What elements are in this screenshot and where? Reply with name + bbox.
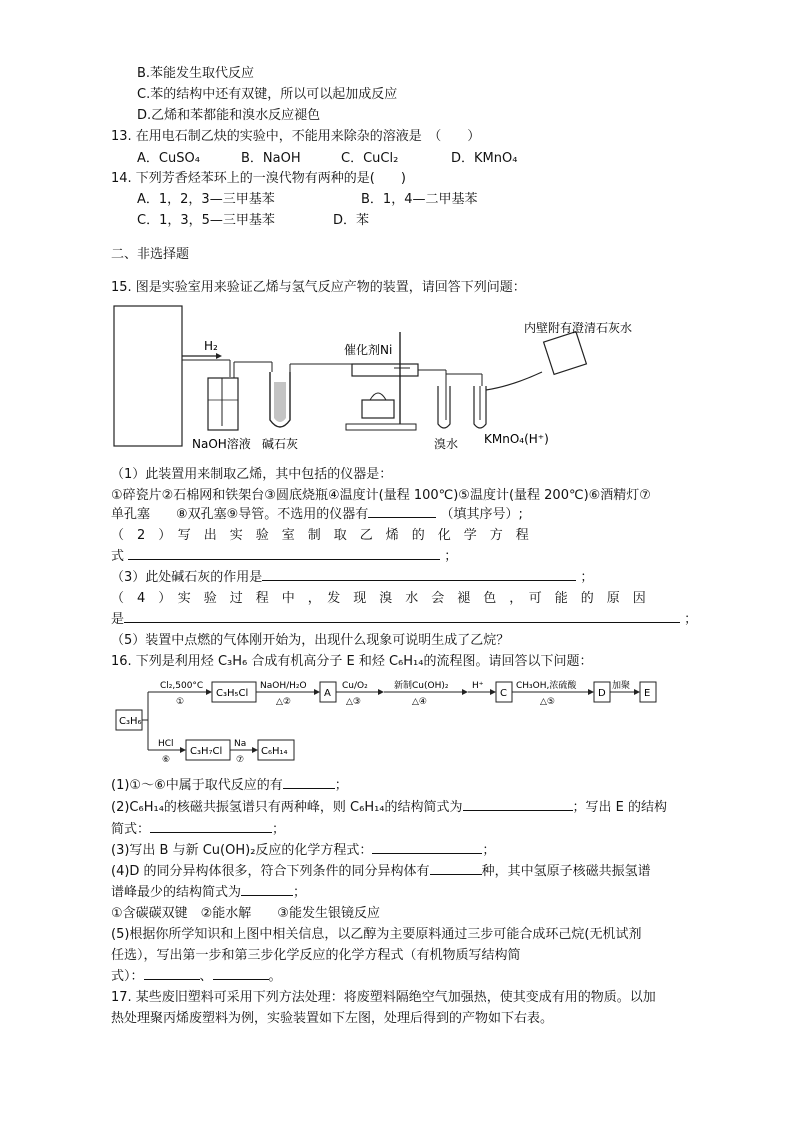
q15-part2-cont bbox=[111, 545, 457, 564]
q16-a2-text: (2)C₆H₁₄的核磁共振氢谱只有两种峰，则 C₆H₁₄的结构简式为 bbox=[111, 800, 463, 815]
q16-conditions: ①含碳碳双键 ②能水解 ③能发生银镜反应 bbox=[111, 906, 380, 921]
q16-answer-3 bbox=[111, 839, 495, 858]
q16-blank-5[interactable] bbox=[430, 861, 482, 875]
q15-instrument-list-end: （填其序号）; bbox=[440, 507, 523, 522]
q13-option-d: D．KMnO₄ bbox=[451, 151, 518, 166]
q16-answer-2-cont bbox=[111, 818, 285, 837]
q14-stem: 14. 下列芳香烃苯环上的一溴代物有两种的是( ) bbox=[111, 171, 406, 186]
q12-option-c: C.苯的结构中还有双键，所以可以起加成反应 bbox=[137, 87, 398, 102]
q15-answer-blank-3[interactable] bbox=[262, 567, 576, 581]
step-7: ⑦ bbox=[236, 755, 245, 765]
step-1: ① bbox=[176, 697, 185, 707]
node-c3h6: C₃H₆ bbox=[119, 716, 142, 727]
q14-option-d: D．苯 bbox=[333, 213, 370, 228]
q16-a4-text: (4)D 的同分异构体很多，符合下列条件的同分异构体有 bbox=[111, 864, 430, 879]
q16-a2-end: ； bbox=[272, 822, 286, 837]
node-c3h7cl: C₃H₇Cl bbox=[190, 746, 223, 757]
q15-part4-cont bbox=[111, 608, 697, 627]
node-d: D bbox=[598, 688, 606, 699]
q16-blank-7[interactable] bbox=[144, 966, 200, 980]
q15-answer-blank-2[interactable] bbox=[128, 546, 440, 560]
q16-a3-end: ； bbox=[482, 843, 496, 858]
q16-a2b-text: 简式： bbox=[111, 822, 151, 837]
q15-part3-text: （3）此处碱石灰的作用是 bbox=[111, 570, 263, 585]
q15-part3-end: ； bbox=[580, 570, 594, 585]
cond-hcl: HCl bbox=[158, 739, 174, 749]
q13-option-c: C．CuCl₂ bbox=[341, 151, 399, 166]
q15-instrument-list-cont bbox=[111, 503, 523, 522]
node-a: A bbox=[324, 688, 331, 699]
cond-h-plus: H⁺ bbox=[472, 681, 484, 691]
q14-option-b: B．1，4—二甲基苯 bbox=[361, 192, 478, 207]
apparatus-figure bbox=[112, 302, 672, 456]
cond-na: Na bbox=[234, 739, 247, 749]
q16-blank-6[interactable] bbox=[241, 882, 293, 896]
q16-a5-sep: 、 bbox=[199, 969, 213, 984]
q15-answer-blank-4[interactable] bbox=[124, 609, 680, 623]
cond-cuoh2: 新制Cu(OH)₂ bbox=[394, 681, 449, 691]
q16-blank-2[interactable] bbox=[463, 797, 573, 811]
q16-answer-5-cont: 任选），写出第一步和第三步化学反应的化学方程式（有机物质写结构简 bbox=[111, 948, 521, 963]
q16-a4-mid: 种，其中氢原子核磁共振氢谱 bbox=[481, 864, 651, 879]
q16-answer-5-end bbox=[111, 965, 282, 984]
q13-stem: 13. 在用电石制乙炔的实验中，不能用来除杂的溶液是 （ ） bbox=[111, 129, 481, 144]
section-heading: 二、非选择题 bbox=[111, 247, 190, 262]
step-5: △⑤ bbox=[540, 697, 555, 707]
q13-option-a: A．CuSO₄ bbox=[137, 151, 200, 166]
q16-a4-end: ； bbox=[293, 885, 307, 900]
q15-part2: （ 2 ） 写 出 实 验 室 制 取 乙 烯 的 化 学 方 程 bbox=[111, 528, 529, 543]
q16-answer-1 bbox=[111, 774, 348, 793]
node-c6h14: C₆H₁₄ bbox=[261, 746, 288, 757]
q15-part2-prefix: 式 bbox=[111, 549, 125, 564]
q16-stem: 16. 下列是利用烃 C₃H₆ 合成有机高分子 E 和烃 C₆H₁₄的流程图。请回答以下问题： bbox=[111, 654, 593, 669]
q15-part2-end: ； bbox=[444, 549, 458, 564]
cond-cu-o2: Cu/O₂ bbox=[342, 681, 368, 691]
q16-a1-end: ； bbox=[334, 778, 348, 793]
q14-option-c: C．1，3，5—三甲基苯 bbox=[137, 213, 275, 228]
q16-a5-end: 。 bbox=[268, 969, 282, 984]
step-6: ⑥ bbox=[162, 755, 171, 765]
q15-part3 bbox=[111, 566, 593, 585]
q13-option-b: B．NaOH bbox=[241, 151, 301, 166]
q15-stem: 15. 图是实验室用来验证乙烯与氢气反应产物的装置，请回答下列问题： bbox=[111, 280, 526, 295]
q16-a5c-text: 式）： bbox=[111, 969, 144, 984]
label-naoh: NaOH溶液 bbox=[192, 437, 251, 451]
q16-blank-4[interactable] bbox=[372, 840, 482, 854]
q16-a1-text: (1)①～⑥中属于取代反应的有 bbox=[111, 778, 283, 793]
step-2: △② bbox=[276, 697, 291, 707]
q16-a2-mid: ；写出 E 的结构 bbox=[572, 800, 668, 815]
q14-option-a: A．1，2，3—三甲基苯 bbox=[137, 192, 275, 207]
q17-stem: 17. 某些废旧塑料可采用下列方法处理：将废塑料隔绝空气加强热，使其变成有用的物质。以加 bbox=[111, 990, 656, 1005]
cond-ch3oh: CH₃OH,浓硫酸 bbox=[516, 681, 577, 691]
q15-instrument-list: ①碎瓷片②石棉网和铁架台③圆底烧瓶④温度计(量程 100℃)⑤温度计(量程 200℃)⑥酒精灯⑦ bbox=[111, 488, 651, 503]
q12-option-d: D.乙烯和苯都能和溴水反应褪色 bbox=[137, 108, 321, 123]
q15-instrument-list-text: 单孔塞 ⑧双孔塞⑨导管。不选用的仪器有 bbox=[111, 507, 369, 522]
q16-answer-4-cont bbox=[111, 881, 306, 900]
q17-stem-cont: 热处理聚丙烯废塑料为例，实验装置如下左图，处理后得到的产物如下右表。 bbox=[111, 1011, 554, 1026]
q15-part1: （1）此装置用来制取乙烯，其中包括的仪器是： bbox=[111, 467, 393, 482]
q16-blank-1[interactable] bbox=[283, 775, 335, 789]
step-4: △④ bbox=[412, 697, 427, 707]
q16-a4b-text: 谱峰最少的结构简式为 bbox=[111, 885, 242, 900]
node-c3h5cl: C₃H₅Cl bbox=[216, 688, 249, 699]
node-c: C bbox=[500, 688, 507, 699]
label-bromine: 溴水 bbox=[434, 437, 459, 451]
q15-part4-end: ； bbox=[684, 612, 698, 627]
node-e: E bbox=[644, 688, 651, 699]
flow-diagram bbox=[112, 676, 672, 768]
q15-part5: （5）装置中点燃的气体刚开始为，出现什么现象可说明生成了乙烷？ bbox=[111, 633, 510, 648]
q16-answer-5: (5)根据你所学知识和上图中相关信息，以乙醇为主要原料通过三步可能合成环己烷(无机试剂 bbox=[111, 927, 642, 942]
label-kmno4: KMnO₄(H⁺) bbox=[484, 432, 549, 446]
q12-option-b: B.苯能发生取代反应 bbox=[137, 66, 255, 81]
q16-answer-2 bbox=[111, 796, 667, 815]
cond-naoh: NaOH/H₂O bbox=[260, 681, 307, 691]
q16-blank-3[interactable] bbox=[150, 819, 272, 833]
q16-blank-8[interactable] bbox=[213, 966, 269, 980]
step-3: △③ bbox=[346, 697, 361, 707]
label-h2: H₂ bbox=[204, 339, 218, 353]
cond-polymerize: 加聚 bbox=[612, 681, 631, 691]
q15-part4-prefix: 是 bbox=[111, 612, 125, 627]
q16-a3-text: (3)写出 B 与新 Cu(OH)₂反应的化学方程式： bbox=[111, 843, 373, 858]
label-limewater: 内壁附有澄清石灰水 bbox=[524, 321, 633, 335]
q16-answer-4 bbox=[111, 860, 651, 879]
cond-cl2: Cl₂,500°C bbox=[160, 681, 204, 691]
label-catalyst: 催化剂Ni bbox=[344, 343, 393, 357]
label-soda-lime: 碱石灰 bbox=[262, 437, 299, 451]
q15-part4: （ 4 ） 实 验 过 程 中 ， 发 现 溴 水 会 褪 色 ， 可 能 的 原 因 bbox=[111, 591, 646, 606]
q15-answer-blank-1[interactable] bbox=[368, 504, 436, 518]
